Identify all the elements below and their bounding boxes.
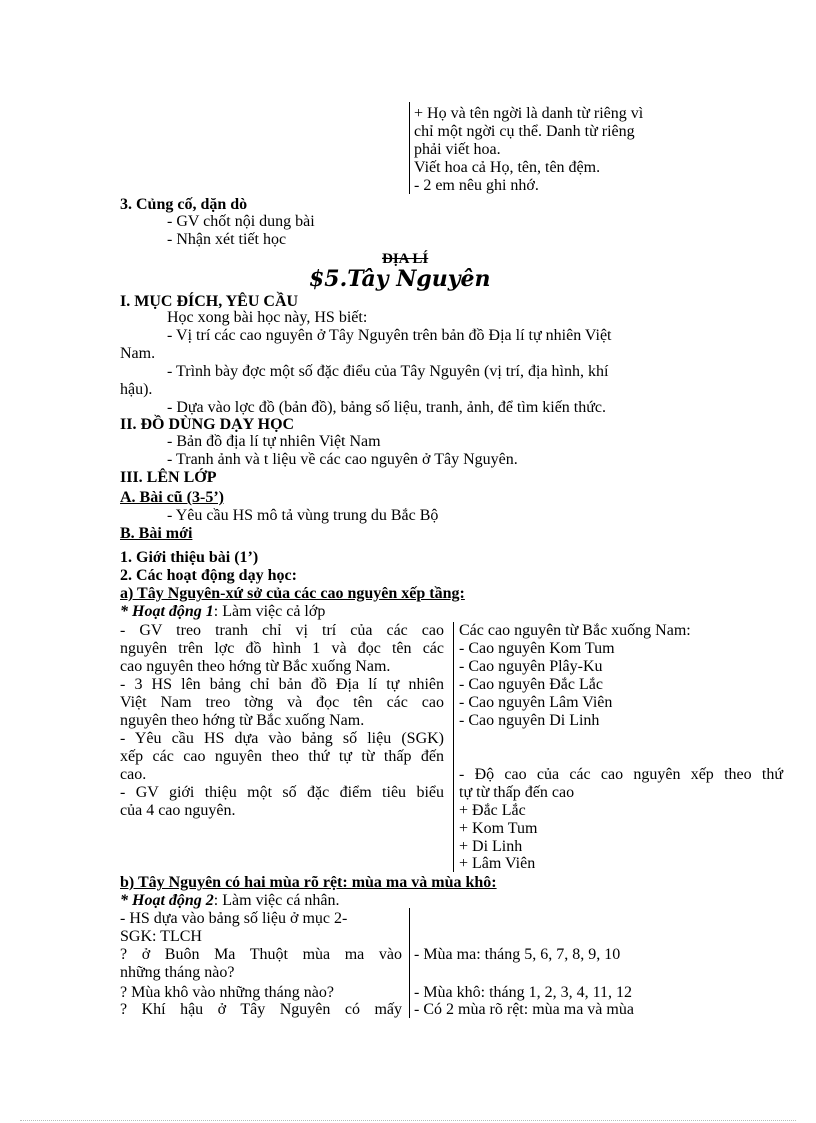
top-right-line-3: phải viết hoa. [414,141,501,158]
sec-a-left-11: của 4 cao nguyên. [120,802,236,819]
part1-objective-2b: hậu). [120,381,153,398]
page-bottom-border [20,1120,796,1121]
sec-a-right-6: - Cao nguyên Di Linh [459,712,600,729]
sec-a-right-2: - Cao nguyên Kom Tum [459,640,615,657]
sec-a-right-4: - Cao nguyên Đắc Lắc [459,676,603,693]
part1-objective-3: - Dựa vào lợc đồ (bản đồ), bảng số liệu, tranh, ảnh, để tìm kiến thức. [167,399,607,416]
old-lesson-item: - Yêu cầu HS mô tả vùng trung du Bắc Bộ [167,507,439,524]
sec-a-right-9: + Đắc Lắc [459,802,526,819]
sec-a-left-1: - GV treo tranh chỉ vị trí của các cao [120,622,444,639]
sec-b-left-4: những tháng nào? [120,964,235,981]
section3-heading: 3. Củng cố, dặn dò [120,196,248,213]
top-right-line-5: - 2 em nêu ghi nhớ. [414,177,539,194]
sec-a-left-2: nguyên trên lợc đồ hình 1 và đọc tên các [120,640,444,657]
activity-1-line [120,603,325,621]
top-right-line-4: Viết hoa cả Họ, tên, tên đệm. [414,159,601,176]
sec-a-right-11: + Di Linh [459,838,523,855]
sec-b-left-6: ? Khí hậu ở Tây Nguyên có mấy [120,1001,402,1018]
sec-a-left-8: xếp các cao nguyên theo thứ tự từ thấp đến [120,748,444,765]
sec-b-left-2: SGK: TLCH [120,928,202,945]
sec-a-left-10: - GV giới thiệu một số đặc điểm tiêu biểu [120,784,444,801]
part1-intro: Học xong bài học này, HS biết: [167,309,368,326]
section3-item-2: - Nhận xét tiết học [167,231,287,248]
part2-item-1: - Bản đồ địa lí tự nhiên Việt Nam [167,433,381,450]
part1-objective-1b: Nam. [120,345,156,362]
sec-a-left-5: Việt Nam treo tờng và đọc tên các cao [120,694,444,711]
sec-a-left-3: cao nguyên theo hớng từ Bắc xuống Nam. [120,658,391,675]
sec-b-right-1: - Mùa ma: tháng 5, 6, 7, 8, 9, 10 [414,946,621,963]
part1-objective-1a: - Vị trí các cao nguyên ở Tây Nguyên trên bản đồ Địa lí tự nhiên Việt [167,327,612,344]
sec-b-right-2: - Mùa khô: tháng 1, 2, 3, 4, 11, 12 [414,984,633,1001]
activity-2-desc: : Làm việc cá nhân. [213,892,340,909]
part1-heading: I. MỤC ĐÍCH, YÊU CẦU [120,293,299,310]
activity-1-label: * Hoạt động 1 [120,603,214,620]
top-right-line-2: chỉ một ngời cụ thể. Danh từ riêng [414,123,635,140]
activity-2-label: * Hoạt động 2 [120,892,214,909]
sec-a-right-8: tự từ thấp đến cao [459,784,575,801]
sec-a-left-7: - Yêu cầu HS dựa vào bảng số liệu (SGK) [120,730,444,747]
part1-objective-2a: - Trình bày đợc một số đặc điểu của Tây Nguyên (vị trí, địa hình, khí [167,363,609,380]
new-lesson-heading: B. Bài mới [120,525,193,542]
section-a-column-rule [453,622,454,872]
sec-b-left-3: ? ở Buôn Ma Thuột mùa ma vào [120,946,402,963]
section-b-column-rule [409,908,410,1018]
sec-b-left-5: ? Mùa khô vào những tháng nào? [120,984,334,1001]
section3-item-1: - GV chốt nội dung bài [167,213,315,230]
sec-a-left-4: - 3 HS lên bảng chỉ bản đồ Địa lí tự nhiên [120,676,444,693]
lesson-title: $5.Tây Nguyên [309,266,491,292]
part2-heading: II. ĐỒ DÙNG DẠY HỌC [120,416,295,433]
sec-a-left-9: cao. [120,766,147,783]
sec-a-right-1: Các cao nguyên từ Bắc xuống Nam: [459,622,691,639]
sec-a-right-3: - Cao nguyên Plây-Ku [459,658,603,675]
activity-1-desc: : Làm việc cả lớp [213,603,326,620]
part2-item-2: - Tranh ảnh và t liệu về các cao nguyên ở Tây Nguyên. [167,451,518,468]
section-a-heading: a) Tây Nguyên-xứ sở của các cao nguyên xếp tầng: [120,585,465,602]
activities-heading: 2. Các hoạt động dạy học: [120,567,297,584]
top-column-rule [409,102,410,194]
sec-a-right-7: - Độ cao của các cao nguyên xếp theo thứ [459,766,783,783]
top-right-line-1: + Họ và tên ngời là danh từ riêng vì [414,105,644,122]
sec-b-right-3: - Có 2 mùa rõ rệt: mùa ma và mùa [414,1001,634,1018]
sec-a-right-5: - Cao nguyên Lâm Viên [459,694,613,711]
sec-b-left-1: - HS dựa vào bảng số liệu ở mục 2- [120,910,348,927]
sec-a-right-12: + Lâm Viên [459,855,536,872]
subject-label: ĐỊA LÍ [382,251,429,267]
activity-2-line [120,892,340,910]
section-b-heading: b) Tây Nguyên có hai mùa rõ rệt: mùa ma và mùa khô: [120,874,497,891]
intro-heading: 1. Giới thiệu bài (1’) [120,549,259,566]
old-lesson-heading: A. Bài cũ (3-5’) [120,489,224,506]
sec-a-left-6: nguyên theo hớng từ Bắc xuống Nam. [120,712,365,729]
sec-a-right-10: + Kom Tum [459,820,538,837]
part3-heading: III. LÊN LỚP [120,469,217,486]
